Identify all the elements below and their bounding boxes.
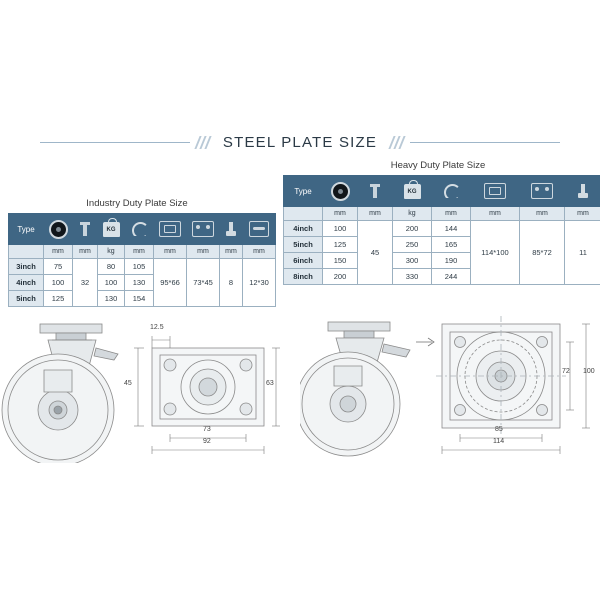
industry-row0-c3: 105 xyxy=(125,259,154,275)
heavy-row1-type: 5inch xyxy=(284,237,323,253)
heavy-col6-merged: 11 xyxy=(565,221,600,285)
heavy-row2-type: 6inch xyxy=(284,253,323,269)
caliper-icon xyxy=(73,214,98,245)
page-title-band xyxy=(0,128,600,156)
heavy-row1-c2: 250 xyxy=(393,237,432,253)
industry-unit-row xyxy=(9,245,276,259)
industry-row0-type: 3inch xyxy=(9,259,44,275)
bolt-hole-icon xyxy=(187,214,220,245)
dim-plate-width: 114 xyxy=(493,438,505,445)
industry-col4-merged: 95*66 xyxy=(154,259,187,307)
dim-right-inner: 72 xyxy=(562,368,570,375)
slot-icon xyxy=(243,214,276,245)
industry-duty-plate-table xyxy=(8,213,276,307)
dim-bolt-span: 85 xyxy=(495,426,503,433)
heavy-row2-c3: 190 xyxy=(432,253,471,269)
industry-type-header: Type xyxy=(9,214,44,245)
industry-unit-7: mm xyxy=(243,245,276,259)
plate-icon xyxy=(471,176,520,207)
swivel-icon xyxy=(125,214,154,245)
heavy-type-header: Type xyxy=(284,176,323,207)
heavy-unit-1: mm xyxy=(358,207,393,221)
industry-row1-type: 4inch xyxy=(9,275,44,291)
industry-unit-2: kg xyxy=(98,245,125,259)
page-title: STEEL PLATE SIZE xyxy=(213,134,387,151)
heavy-row3-c3: 244 xyxy=(432,269,471,285)
kg-load-icon: KG xyxy=(98,214,125,245)
heavy-unit-4: mm xyxy=(471,207,520,221)
dim-top-small: 12.5 xyxy=(150,324,164,331)
industry-caster-drawing xyxy=(0,318,282,463)
heavy-row1-c0: 125 xyxy=(323,237,358,253)
heavy-caster-drawing xyxy=(300,310,600,465)
heavy-row2-c2: 300 xyxy=(393,253,432,269)
industry-row2-c2: 130 xyxy=(98,291,125,307)
heavy-col5-merged: 85*72 xyxy=(520,221,565,285)
industry-col6-merged: 8 xyxy=(220,259,243,307)
heavy-unit-5: mm xyxy=(520,207,565,221)
heavy-unit-3: mm xyxy=(432,207,471,221)
industry-unit-0: mm xyxy=(44,245,73,259)
industry-table-caption: Industry Duty Plate Size xyxy=(86,198,188,209)
industry-row1-c0: 100 xyxy=(44,275,73,291)
title-slashes-left xyxy=(193,136,213,149)
industry-unit-3: mm xyxy=(125,245,154,259)
dim-left-offset: 45 xyxy=(124,380,132,387)
industry-row1-c2: 100 xyxy=(98,275,125,291)
bolt-icon xyxy=(220,214,243,245)
heavy-unit-6: mm xyxy=(565,207,600,221)
heavy-row0-c3: 144 xyxy=(432,221,471,237)
heavy-row0-c2: 200 xyxy=(393,221,432,237)
bolt-icon xyxy=(565,176,600,207)
industry-row0-c2: 80 xyxy=(98,259,125,275)
heavy-row2-c0: 150 xyxy=(323,253,358,269)
heavy-duty-plate-table xyxy=(283,175,600,285)
heavy-table-caption: Heavy Duty Plate Size xyxy=(390,160,486,171)
heavy-row0-type: 4inch xyxy=(284,221,323,237)
industry-unit-1: mm xyxy=(73,245,98,259)
swivel-icon xyxy=(432,176,471,207)
industry-unit-blank xyxy=(9,245,44,259)
heavy-header-row xyxy=(284,176,600,207)
heavy-unit-2: kg xyxy=(393,207,432,221)
industry-row0-c0: 75 xyxy=(44,259,73,275)
industry-row2-c3: 154 xyxy=(125,291,154,307)
title-slashes-right xyxy=(387,136,407,149)
heavy-unit-blank xyxy=(284,207,323,221)
heavy-col4-merged: 114*100 xyxy=(471,221,520,285)
industry-header-row xyxy=(9,214,276,245)
industry-unit-5: mm xyxy=(187,245,220,259)
heavy-unit-0: mm xyxy=(323,207,358,221)
industry-unit-6: mm xyxy=(220,245,243,259)
dim-right-outer: 100 xyxy=(583,368,595,375)
industry-row1-c3: 130 xyxy=(125,275,154,291)
heavy-table-block xyxy=(283,160,593,285)
bolt-hole-icon xyxy=(520,176,565,207)
heavy-row1-c3: 165 xyxy=(432,237,471,253)
industry-col5-merged: 73*45 xyxy=(187,259,220,307)
kg-load-icon: KG xyxy=(393,176,432,207)
industry-row2-c0: 125 xyxy=(44,291,73,307)
wheel-icon xyxy=(323,176,358,207)
heavy-row3-c0: 200 xyxy=(323,269,358,285)
table-row xyxy=(9,259,276,275)
plate-icon xyxy=(154,214,187,245)
industry-row2-type: 5inch xyxy=(9,291,44,307)
industry-unit-4: mm xyxy=(154,245,187,259)
caliper-icon xyxy=(358,176,393,207)
heavy-unit-row xyxy=(284,207,600,221)
heavy-row3-c2: 330 xyxy=(393,269,432,285)
wheel-icon xyxy=(44,214,73,245)
table-row xyxy=(284,221,600,237)
heavy-col1-merged: 45 xyxy=(358,221,393,285)
industry-col7-merged: 12*30 xyxy=(243,259,276,307)
industry-col1-merged: 32 xyxy=(73,259,98,307)
heavy-row3-type: 8inch xyxy=(284,269,323,285)
heavy-row0-c0: 100 xyxy=(323,221,358,237)
dim-bolt-span: 73 xyxy=(203,426,211,433)
dim-right-height: 63 xyxy=(266,380,274,387)
industry-table-block xyxy=(8,198,269,307)
dim-plate-width: 92 xyxy=(203,438,211,445)
